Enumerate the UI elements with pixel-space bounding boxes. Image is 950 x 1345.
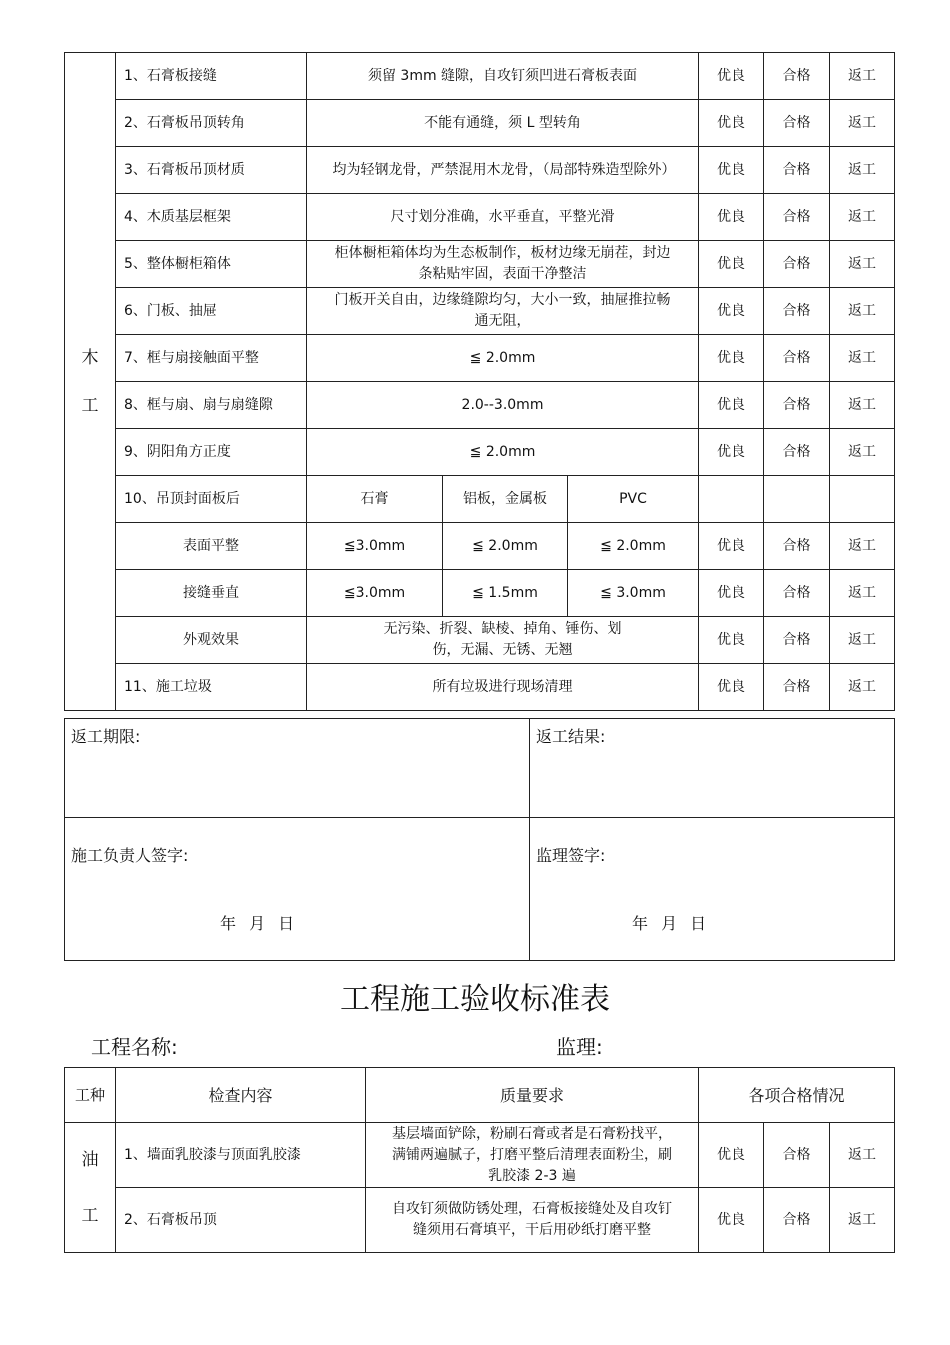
check-item: 1、石膏板接缝 (116, 53, 307, 100)
grade-pass: 合格 (764, 1123, 830, 1188)
grade-excellent: 优良 (699, 194, 764, 241)
check-item: 5、整体橱柜箱体 (116, 241, 307, 288)
supervisor-label: 监理: (556, 1035, 603, 1059)
grade-rework: 返工 (830, 100, 895, 147)
quality-requirement (366, 1188, 699, 1253)
grade-excellent: 优良 (699, 429, 764, 476)
quality-requirement: 不能有通缝，须 L 型转角 (307, 100, 699, 147)
grade-excellent: 优良 (699, 335, 764, 382)
grade-rework: 返工 (830, 617, 895, 664)
grade-rework: 返工 (830, 147, 895, 194)
header-row (65, 1068, 895, 1123)
grade-pass: 合格 (764, 617, 830, 664)
grade-rework: 返工 (830, 241, 895, 288)
header-status: 各项合格情况 (699, 1068, 895, 1123)
tolerance-value: ≦ 2.0mm (568, 523, 699, 570)
grade-rework: 返工 (830, 523, 895, 570)
grade-excellent: 优良 (699, 664, 764, 711)
quality-requirement (307, 147, 699, 194)
grade-pass: 合格 (764, 1188, 830, 1253)
quality-requirement (307, 241, 699, 288)
table-row (65, 241, 895, 288)
trade-cell (65, 1123, 116, 1253)
table-row (65, 335, 895, 382)
material-header: 铝板，金属板 (443, 476, 568, 523)
table-row (65, 664, 895, 711)
grade-excellent: 优良 (699, 241, 764, 288)
grade-excellent: 优良 (699, 288, 764, 335)
quality-requirement: 2.0--3.0mm (307, 382, 699, 429)
table-row (65, 1188, 895, 1253)
table-row (65, 523, 895, 570)
requirement-text: 自攻钉须做防锈处理，石膏板接缝处及自攻钉缝须用石膏填平，干后用砂纸打磨平整 (392, 1201, 672, 1238)
table-row (65, 382, 895, 429)
rework-deadline-label: 返工期限: (71, 727, 141, 746)
grade-rework: 返工 (830, 1188, 895, 1253)
grade-excellent: 优良 (699, 617, 764, 664)
grade-pass: 合格 (764, 523, 830, 570)
empty-cell (764, 476, 830, 523)
contractor-sign-label: 施工负责人签字: (71, 846, 189, 865)
requirement-text: 均为轻钢龙骨，严禁混用木龙骨，（局部特殊造型除外） (332, 161, 676, 178)
table-row (65, 1123, 895, 1188)
grade-pass: 合格 (764, 100, 830, 147)
trade-char: 油 (81, 1149, 99, 1170)
table-row (65, 429, 895, 476)
carpentry-table (64, 52, 895, 711)
grade-rework: 返工 (830, 1123, 895, 1188)
grade-pass: 合格 (764, 382, 830, 429)
header-content: 检查内容 (116, 1068, 366, 1123)
table-row (65, 100, 895, 147)
grade-excellent: 优良 (699, 147, 764, 194)
trade-char: 工 (81, 395, 99, 416)
trade-char: 木 (81, 347, 99, 368)
table-row (65, 476, 895, 523)
page-title: 工程施工验收标准表 (340, 982, 610, 1017)
rework-result-label: 返工结果: (536, 727, 606, 746)
check-item: 1、墙面乳胶漆与顶面乳胶漆 (116, 1123, 366, 1188)
quality-requirement (307, 617, 699, 664)
header-trade: 工种 (65, 1068, 116, 1123)
grade-rework: 返工 (830, 194, 895, 241)
grade-pass: 合格 (764, 335, 830, 382)
check-item: 2、石膏板吊顶转角 (116, 100, 307, 147)
rework-result-cell[interactable] (530, 719, 895, 818)
supervisor-sign-cell[interactable] (530, 818, 895, 961)
grade-rework: 返工 (830, 429, 895, 476)
quality-requirement: ≦ 2.0mm (307, 335, 699, 382)
check-item: 10、吊顶封面板后 (116, 476, 307, 523)
check-item: 6、门板、抽屉 (116, 288, 307, 335)
grade-excellent: 优良 (699, 523, 764, 570)
grade-rework: 返工 (830, 382, 895, 429)
quality-requirement (366, 1123, 699, 1188)
grade-excellent: 优良 (699, 100, 764, 147)
requirement-text: 基层墙面铲除，粉刷石膏或者是石膏粉找平，满铺两遍腻子，打磨平整后清理表面粉尘，刷乳胶漆 2-3 遍 (392, 1125, 672, 1184)
grade-excellent: 优良 (699, 1188, 764, 1253)
material-header: PVC (568, 476, 699, 523)
quality-requirement: ≦ 2.0mm (307, 429, 699, 476)
grade-pass: 合格 (764, 241, 830, 288)
grade-rework: 返工 (830, 288, 895, 335)
table-row (65, 617, 895, 664)
tolerance-value: ≦ 2.0mm (443, 523, 568, 570)
trade-char: 工 (81, 1205, 99, 1226)
material-header: 石膏 (307, 476, 443, 523)
supervisor-date: 年 月 日 (632, 914, 711, 933)
check-item: 7、框与扇接触面平整 (116, 335, 307, 382)
grade-excellent: 优良 (699, 1123, 764, 1188)
table-row (65, 288, 895, 335)
check-item: 接缝垂直 (116, 570, 307, 617)
tolerance-value: ≦3.0mm (307, 570, 443, 617)
grade-pass: 合格 (764, 194, 830, 241)
check-item: 8、框与扇、扇与扇缝隙 (116, 382, 307, 429)
grade-excellent: 优良 (699, 53, 764, 100)
check-item: 表面平整 (116, 523, 307, 570)
grade-pass: 合格 (764, 664, 830, 711)
check-item: 2、石膏板吊顶 (116, 1188, 366, 1253)
quality-requirement (307, 288, 699, 335)
project-name-label: 工程名称: (91, 1035, 178, 1059)
table-row (65, 194, 895, 241)
empty-cell (699, 476, 764, 523)
grade-rework: 返工 (830, 570, 895, 617)
tolerance-value: ≦ 1.5mm (443, 570, 568, 617)
trade-cell (65, 53, 116, 711)
grade-excellent: 优良 (699, 382, 764, 429)
check-item: 11、施工垃圾 (116, 664, 307, 711)
check-item: 外观效果 (116, 617, 307, 664)
quality-requirement: 尺寸划分准确，水平垂直，平整光滑 (307, 194, 699, 241)
requirement-text: 柜体橱柜箱体均为生态板制作，板材边缘无崩茬，封边条粘贴牢固，表面干净整洁 (334, 245, 671, 282)
table-row (65, 53, 895, 100)
grade-rework: 返工 (830, 53, 895, 100)
requirement-text: 门板开关自由，边缘缝隙均匀，大小一致，抽屉推拉畅通无阻， (334, 292, 671, 329)
grade-pass: 合格 (764, 429, 830, 476)
signoff-table (64, 718, 895, 961)
contractor-sign-cell[interactable] (65, 818, 530, 961)
grade-pass: 合格 (764, 570, 830, 617)
grade-pass: 合格 (764, 147, 830, 194)
contractor-date: 年 月 日 (220, 914, 299, 933)
quality-requirement: 所有垃圾进行现场清理 (307, 664, 699, 711)
check-item: 4、木质基层框架 (116, 194, 307, 241)
painting-table (64, 1067, 895, 1253)
check-item: 3、石膏板吊顶材质 (116, 147, 307, 194)
rework-deadline-cell[interactable] (65, 719, 530, 818)
table-row (65, 570, 895, 617)
header-quality: 质量要求 (366, 1068, 699, 1123)
tolerance-value: ≦3.0mm (307, 523, 443, 570)
requirement-text: 无污染、折裂、缺棱、掉角、锤伤、划伤，无漏、无锈、无翘 (383, 621, 622, 658)
grade-pass: 合格 (764, 53, 830, 100)
grade-rework: 返工 (830, 335, 895, 382)
grade-rework: 返工 (830, 664, 895, 711)
check-item: 9、阴阳角方正度 (116, 429, 307, 476)
tolerance-value: ≦ 3.0mm (568, 570, 699, 617)
table-row (65, 147, 895, 194)
quality-requirement: 须留 3mm 缝隙，自攻钉须凹进石膏板表面 (307, 53, 699, 100)
empty-cell (830, 476, 895, 523)
grade-pass: 合格 (764, 288, 830, 335)
grade-excellent: 优良 (699, 570, 764, 617)
supervisor-sign-label: 监理签字: (536, 846, 606, 865)
